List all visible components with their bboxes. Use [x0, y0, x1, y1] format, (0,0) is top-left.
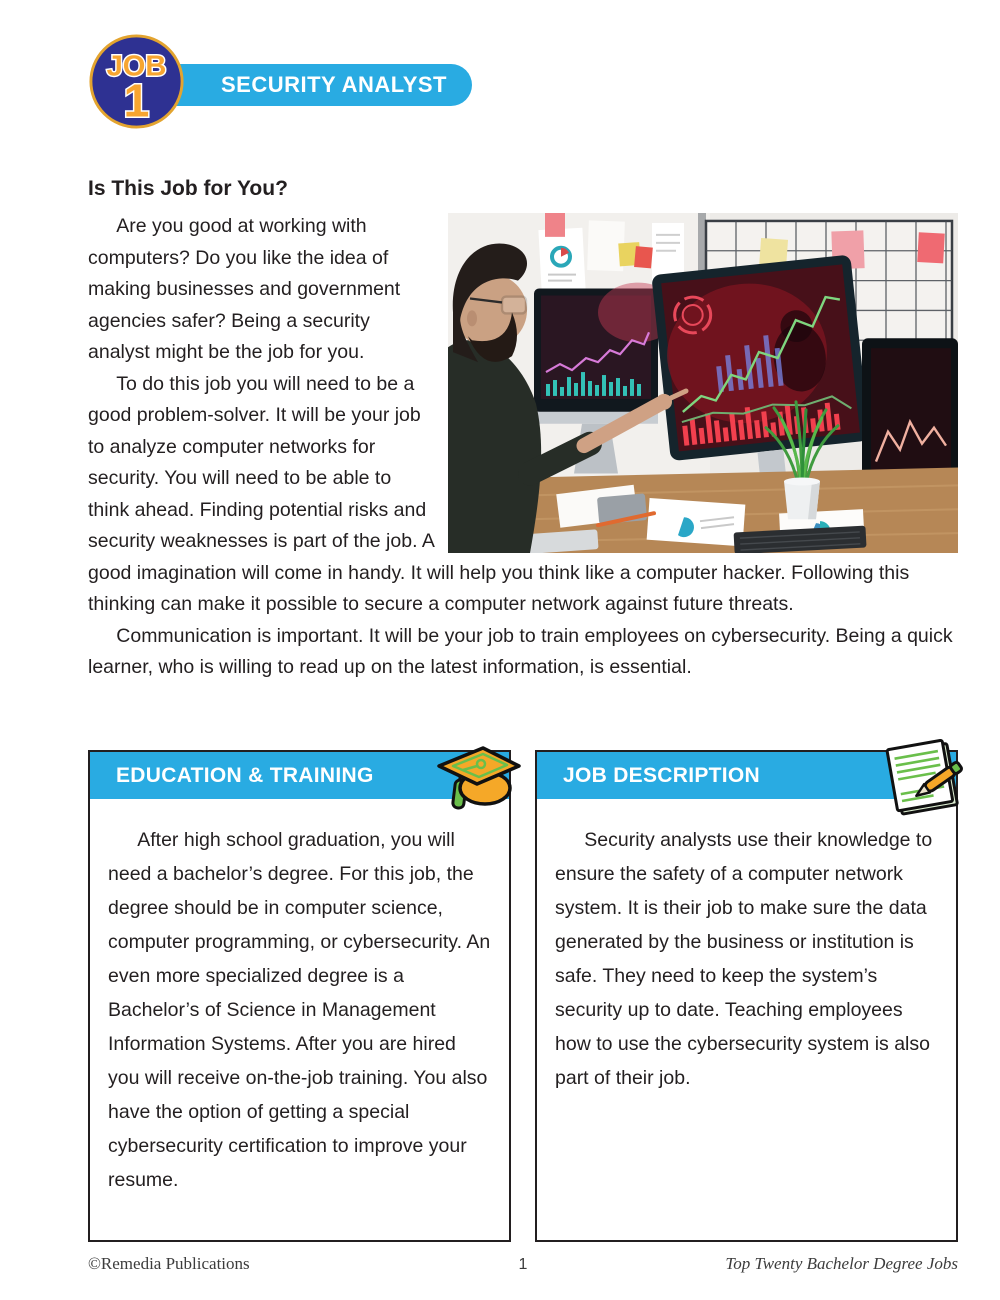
- education-training-text: After high school graduation, you will need a bachelor’s degree. For this job, the degree should be in computer science, computer programming, or cybersecurity. An even more specialized degree is a Bachelor’s of Science in Management Information Systems. After you are hired you will receive on-the-job training. You also have the option of getting a special cybersecurity certification to improve your resume.: [108, 829, 491, 1191]
- intro-paragraph-1: Are you good at working with computers? Do you like the idea of making businesses and government agencies safer? Being a security analyst might be the job for you.: [88, 215, 401, 363]
- info-boxes: [88, 750, 958, 1242]
- section-heading: Is This Job for You?: [88, 177, 288, 200]
- intro-paragraph-3: Communication is important. It will be your job to train employees on cybersecurity. Being a quick learner, who is willing to read up on the latest information, is essential.: [88, 624, 953, 678]
- education-training-title: EDUCATION & TRAINING: [116, 763, 374, 787]
- intro-paragraph-2: To do this job you will need to be a good problem-solver. It will be your job to analyze computer networks for security. You will need to be able to think ahead. Finding potential risks and security weaknesses is part of the job. A good imagination will come in handy. It will help you think like a computer hacker. Following this thinking can make it possible to secure a computer network against future threats.: [88, 372, 910, 615]
- page-header: [88, 33, 958, 163]
- job-description-box: [535, 750, 958, 1242]
- page-number: 1: [518, 1256, 528, 1273]
- office-photo: [448, 213, 958, 553]
- article-body: [88, 211, 958, 684]
- copyright-text: ©Remedia Publications: [88, 1254, 250, 1273]
- job-description-title: JOB DESCRIPTION: [563, 763, 761, 787]
- job-number-badge: [88, 33, 185, 130]
- graduation-cap-icon: [431, 736, 523, 820]
- security-analyst-photo-illustration: [448, 213, 958, 553]
- book-title: Top Twenty Bachelor Degree Jobs: [725, 1254, 958, 1273]
- job-title-banner: [150, 64, 472, 106]
- job-title-label: SECURITY ANALYST: [220, 72, 447, 97]
- job-description-text: Security analysts use their knowledge to ensure the safety of a computer network system. It is their job to make sure the data generated by the business or institution is safe. They need to keep the system’s security up to date. Teaching employees how to use the cybersecurity system is also part of their job.: [555, 829, 933, 1089]
- badge-number-text: 1: [123, 74, 150, 127]
- badge-job-text: JOB: [106, 50, 167, 83]
- education-training-box: [88, 750, 511, 1242]
- note-and-pen-icon: [878, 736, 970, 820]
